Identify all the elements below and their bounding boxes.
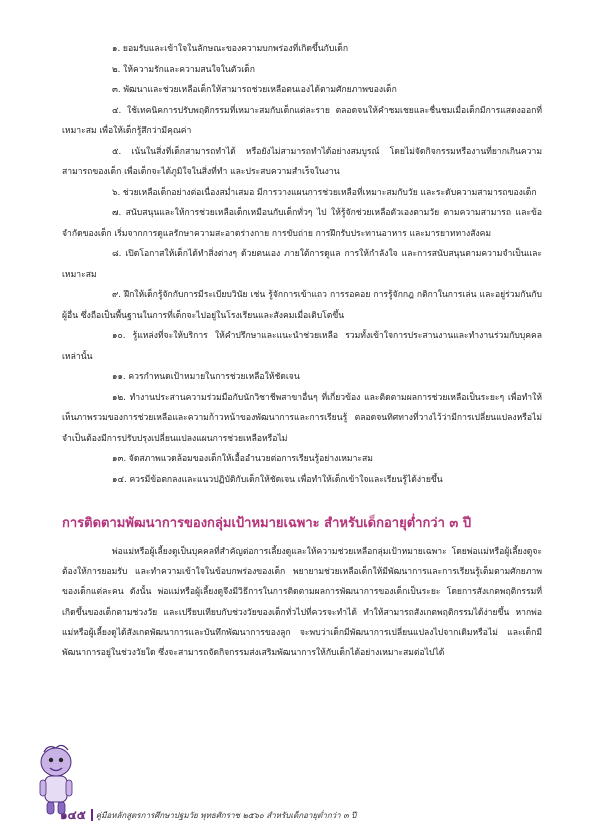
list-item-number: ๒. bbox=[112, 64, 121, 75]
list-item bbox=[62, 80, 542, 101]
list-item-number: ๑๐. bbox=[112, 331, 126, 341]
page-number: ๑๔๕ bbox=[60, 807, 86, 822]
list-item bbox=[62, 388, 542, 450]
list-item-number: ๖. bbox=[112, 187, 121, 198]
list-item-number: ๓. bbox=[112, 85, 121, 95]
page-footer bbox=[60, 806, 356, 824]
list-item-number: ๑๑. bbox=[112, 372, 126, 382]
list-item bbox=[62, 449, 542, 470]
list-item-text: สนับสนุนและให้การช่วยเหลือเด็กเหมือนกับเด็กทั่วๆ ไป ให้รู้จักช่วยเหลือตัวเองตามวัย ตามความสามารถ และข้อจำกัดของเด็ก เริ่มจากการดูแลรักษาความสะอาดร่างกาย การขับถ่าย การฝึกรับประทานอาหาร และมารยาททางสังคม bbox=[62, 208, 542, 239]
list-item-text: ควรมีข้อตกลงและแนวปฏิบัติกับเด็กให้ชัดเจน เพื่อทำให้เด็กเข้าใจและเรียนรู้ได้ง่ายขึ้น bbox=[129, 474, 443, 485]
body-paragraph: พ่อแม่หรือผู้เลี้ยงดูเป็นบุคคลที่สำคัญต่อการเลี้ยงดูและให้ความช่วยเหลือกลุ่มเป้าหมายเฉพาะ โดยพ่อแม่หรือผู้เลี้ยงดูจะต้องให้การยอมรับ และทำความเข้าใจในข้อบกพร่องของเด็ก พยายามช่วยเหลือเด็กให้มีพัฒนาการและการเรียนรู้เต็มตามศักยภาพของเด็กแต่ละคน ดังนั้น พ่อแม่หรือผู้เลี้ยงดูจึงมีวิธีการในการติดตามผลการพัฒนาการของเด็กเป็นระยะ โดยการสังเกตพฤติกรรมที่เกิดขึ้นของเด็กตามช่วงวัย และเปรียบเทียบกับช่วงวัยของเด็กทั่วไปที่ควรจะทำได้ ทำให้สามารถสังเกตพฤติกรรมได้ง่ายขึ้น หากพ่อแม่หรือผู้เลี้ยงดูได้สังเกตพัฒนาการและบันทึกพัฒนาการของลูก จะพบว่าเด็กมีพัฒนาการเปลี่ยนแปลงไปจากเดิมหรือไม่ และเด็กมีพัฒนาการอยู่ในช่วงวัยใด ซึ่งจะสามารถจัดกิจกรรมส่งเสริมพัฒนาการให้กับเด็กได้อย่างเหมาะสมต่อไปได้ bbox=[62, 547, 542, 659]
footer-divider bbox=[91, 809, 93, 821]
list-item-number: ๑๔. bbox=[112, 474, 127, 485]
list-item-number: ๑๓. bbox=[112, 454, 127, 464]
footer-text: คู่มือหลักสูตรการศึกษาปฐมวัย พุทธศักราช ๒๕๖๐ สำหรับเด็กอายุต่ำกว่า ๓ ปี bbox=[95, 810, 357, 820]
guideline-list bbox=[62, 39, 542, 490]
list-item bbox=[62, 367, 542, 388]
list-item-text: ใช้เทคนิคการปรับพฤติกรรมที่เหมาะสมกับเด็กแต่ละราย ตลอดจนให้คำชมเชยและชื่นชมเมื่อเด็กมีการแสดงออกที่เหมาะสม เพื่อให้เด็กรู้สึกว่ามีคุณค่า bbox=[62, 105, 542, 136]
list-item bbox=[62, 285, 542, 326]
list-item bbox=[62, 60, 542, 81]
list-item-text: ฝึกให้เด็กรู้จักกับการมีระเบียบวินัย เช่น รู้จักการเข้าแถว การรอคอย การรู้จักกฎ กติกาในการเล่น และอยู่ร่วมกันกับผู้อื่น ซึ่งถือเป็นพื้นฐานในการที่เด็กจะไปอยู่ในโรงเรียนและสังคมเมื่อเติบโตขึ้น bbox=[62, 290, 542, 321]
list-item-number: ๑. bbox=[112, 44, 121, 54]
list-item-text: ทำงานประสานความร่วมมือกับนักวิชาชีพสาขาอื่นๆ ที่เกี่ยวข้อง และติดตามผลการช่วยเหลือเป็นระยะๆ เพื่อทำให้เห็นภาพรวมของการช่วยเหลือและความก้าวหน้าของพัฒนาการและการเรียนรู้ ตลอดจนทิศทางที่วางไว้ว่ามีการเปลี่ยนแปลงหรือไม่ จำเป็นต้องมีการปรับปรุงเปลี่ยนแปลงแผนการช่วยเหลือหรือไม่ bbox=[62, 392, 542, 444]
list-item-number: ๕. bbox=[112, 146, 122, 157]
list-item-text: พัฒนาและช่วยเหลือเด็กให้สามารถช่วยเหลือตนเองได้ตามศักยภาพของเด็ก bbox=[123, 85, 397, 95]
list-item-text: ยอมรับและเข้าใจในลักษณะของความบกพร่องที่เกิดขึ้นกับเด็ก bbox=[122, 44, 349, 54]
list-item-text: รู้แหล่งที่จะให้บริการ ให้คำปรึกษาและแนะนำช่วยเหลือ รวมทั้งเข้าใจการประสานงานและทำงานร่วมกับบุคคลเหล่านั้น bbox=[62, 331, 542, 362]
list-item bbox=[62, 470, 542, 491]
section-heading: การติดตามพัฒนาการของกลุ่มเป้าหมายเฉพาะ สำหรับเด็กอายุต่ำกว่า ๓ ปี bbox=[62, 516, 472, 531]
list-item-number: ๗. bbox=[112, 208, 122, 218]
list-item-text: ควรกำหนดเป้าหมายในการช่วยเหลือให้ชัดเจน bbox=[128, 372, 300, 382]
list-item-text: ให้ความรักและความสนใจในตัวเด็ก bbox=[123, 64, 255, 75]
list-item-text: เปิดโอกาสให้เด็กได้ทำสิ่งต่างๆ ด้วยตนเอง ภายใต้การดูแล การให้กำลังใจ และการสนับสนุนตามความจำเป็นและเหมาะสม bbox=[62, 249, 542, 280]
list-item-number: ๑๒. bbox=[112, 392, 126, 403]
list-item bbox=[62, 39, 542, 60]
list-item bbox=[62, 203, 542, 244]
list-item bbox=[62, 244, 542, 285]
list-item-number: ๘. bbox=[112, 249, 122, 259]
list-item bbox=[62, 101, 542, 142]
list-item-text: ช่วยเหลือเด็กอย่างต่อเนื่องสม่ำเสมอ มีการวางแผนการช่วยเหลือที่เหมาะสมกับวัย และระดับความสามารถของเด็ก bbox=[122, 187, 537, 198]
list-item-text: จัดสภาพแวดล้อมของเด็กให้เอื้ออำนวยต่อการเรียนรู้อย่างเหมาะสม bbox=[128, 454, 373, 464]
list-item-number: ๙. bbox=[112, 290, 122, 300]
list-item bbox=[62, 183, 542, 204]
list-item-text: เน้นในสิ่งที่เด็กสามารถทำได้ หรือยังไม่สามารถทำได้อย่างสมบูรณ์ โดยไม่จัดกิจกรรมหรืองานที่ยากเกินความสามารถของเด็ก เพื่อเด็กจะได้ภูมิใจในสิ่งที่ทำ และประสบความสำเร็จในงาน bbox=[62, 146, 542, 177]
list-item bbox=[62, 326, 542, 367]
list-item bbox=[62, 142, 542, 183]
list-item-number: ๔. bbox=[112, 105, 122, 116]
